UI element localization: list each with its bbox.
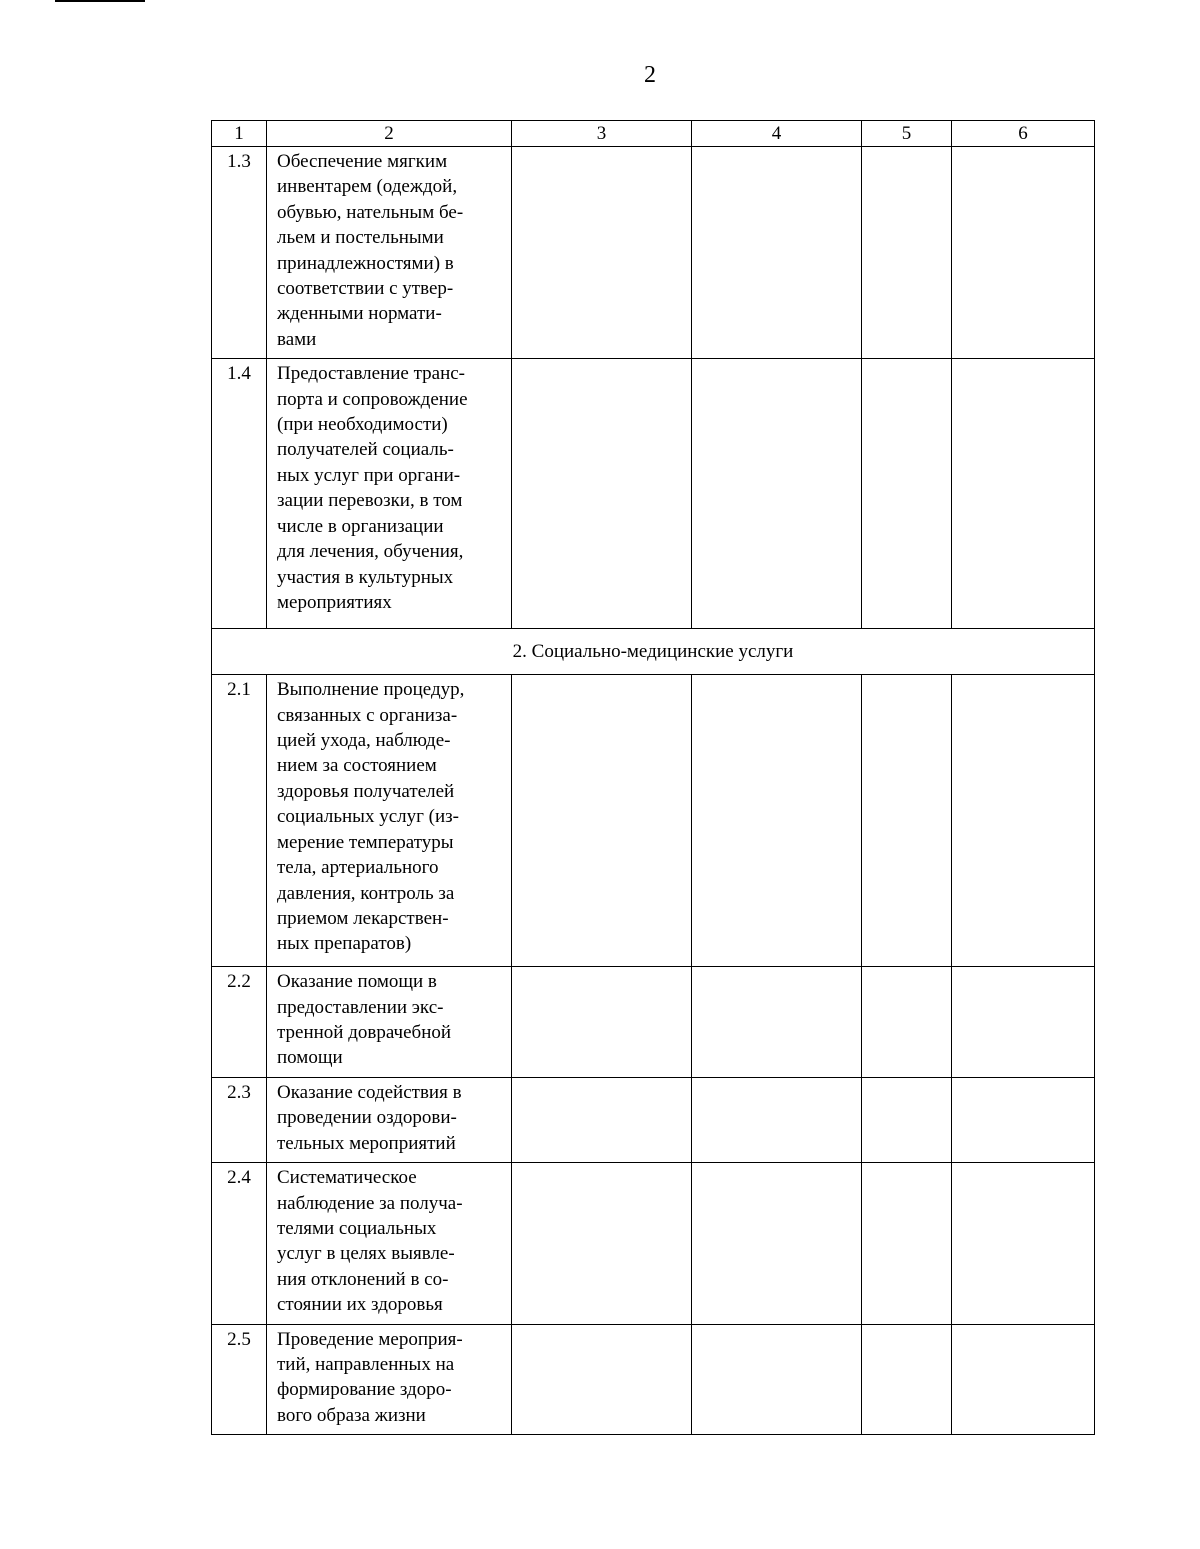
row-number: 1.3 xyxy=(212,147,267,359)
service-name: Проведение мероприя- тий, направленных на формирование здоро- вого образа жизни xyxy=(267,1324,512,1435)
service-name: Оказание содействия в проведении оздорови- тельных мероприятий xyxy=(267,1077,512,1162)
empty-cell xyxy=(862,1077,952,1162)
service-name: Выполнение процедур, связанных с организа- цией ухода, наблюде- нием за состоянием здоровья получателей социальных услуг (из- мерение температуры тела, артериального давления, контроль за приемом лекарствен- ных препаратов) xyxy=(267,675,512,967)
empty-cell xyxy=(692,359,862,629)
table-row xyxy=(212,1163,1095,1324)
row-number: 2.1 xyxy=(212,675,267,967)
empty-cell xyxy=(952,1324,1095,1435)
service-name: Систематическое наблюдение за получа- телями социальных услуг в целях выявле- ния отклонений в со- стоянии их здоровья xyxy=(267,1163,512,1324)
table-row xyxy=(212,675,1095,967)
empty-cell xyxy=(692,147,862,359)
section-header-row xyxy=(212,629,1095,675)
row-number: 2.2 xyxy=(212,967,267,1078)
corner-mark xyxy=(55,0,145,2)
empty-cell xyxy=(512,1077,692,1162)
table-row xyxy=(212,147,1095,359)
row-number: 2.5 xyxy=(212,1324,267,1435)
empty-cell xyxy=(692,1163,862,1324)
empty-cell xyxy=(512,1163,692,1324)
empty-cell xyxy=(862,675,952,967)
table-row xyxy=(212,359,1095,629)
empty-cell xyxy=(862,967,952,1078)
column-number: 4 xyxy=(692,121,862,147)
empty-cell xyxy=(692,967,862,1078)
table-row xyxy=(212,1324,1095,1435)
column-number: 1 xyxy=(212,121,267,147)
column-number: 2 xyxy=(267,121,512,147)
section-title: 2. Социально-медицинские услуги xyxy=(212,629,1095,675)
empty-cell xyxy=(512,147,692,359)
empty-cell xyxy=(952,147,1095,359)
empty-cell xyxy=(862,1163,952,1324)
row-number: 2.3 xyxy=(212,1077,267,1162)
empty-cell xyxy=(952,1163,1095,1324)
service-name: Предоставление транс- порта и сопровождение (при необходимости) получателей социаль- ных услуг при органи- зации перевозки, в том числе в организации для лечения, обучения, участия в культурных мероприятиях xyxy=(267,359,512,629)
empty-cell xyxy=(512,1324,692,1435)
empty-cell xyxy=(952,359,1095,629)
column-number: 6 xyxy=(952,121,1095,147)
table-row xyxy=(212,967,1095,1078)
empty-cell xyxy=(692,675,862,967)
empty-cell xyxy=(952,675,1095,967)
empty-cell xyxy=(512,675,692,967)
row-number: 1.4 xyxy=(212,359,267,629)
column-number: 3 xyxy=(512,121,692,147)
empty-cell xyxy=(952,1077,1095,1162)
service-name: Обеспечение мягким инвентарем (одеждой, обувью, нательным бе- льем и постельными принадлежностями) в соответствии с утвер- жденными нормати- вами xyxy=(267,147,512,359)
empty-cell xyxy=(862,359,952,629)
empty-cell xyxy=(862,1324,952,1435)
empty-cell xyxy=(862,147,952,359)
column-number: 5 xyxy=(862,121,952,147)
empty-cell xyxy=(952,967,1095,1078)
service-name: Оказание помощи в предоставлении экс- тренной доврачебной помощи xyxy=(267,967,512,1078)
services-table xyxy=(211,120,1095,1435)
column-number-row xyxy=(212,121,1095,147)
row-number: 2.4 xyxy=(212,1163,267,1324)
empty-cell xyxy=(692,1324,862,1435)
empty-cell xyxy=(512,967,692,1078)
page-number: 2 xyxy=(644,62,656,88)
table-row xyxy=(212,1077,1095,1162)
empty-cell xyxy=(692,1077,862,1162)
empty-cell xyxy=(512,359,692,629)
